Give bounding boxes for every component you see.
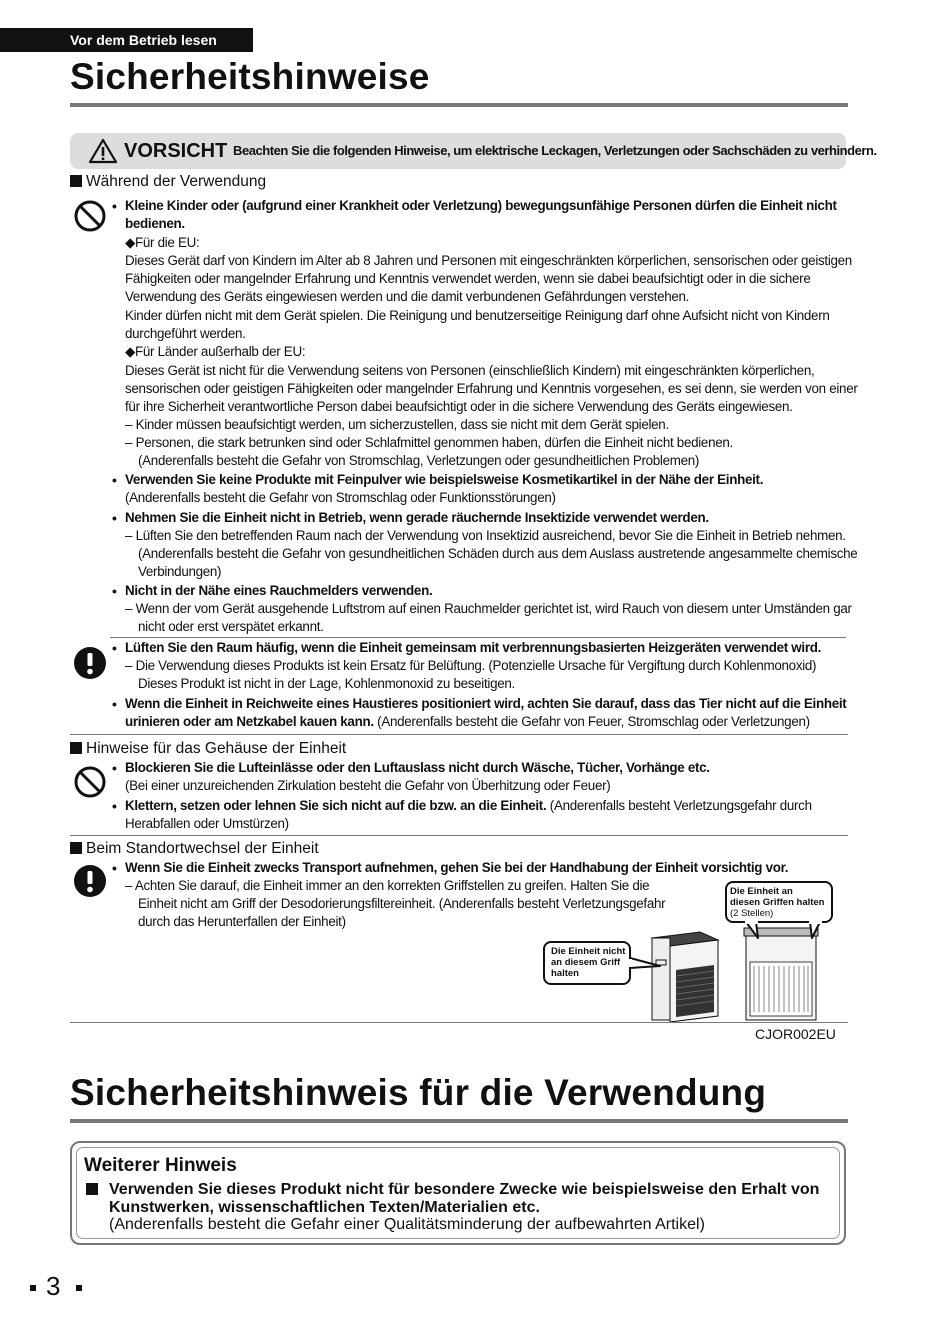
document-code: CJOR002EU [755, 1026, 836, 1042]
bullet: • [112, 760, 117, 776]
section2-title: Sicherheitshinweis für die Verwendung [70, 1072, 767, 1113]
use-bullet-2: Verwenden Sie keine Produkte mit Feinpulver wie beispielsweise Kosmetikartikel in der Nähe der Einheit. [125, 472, 764, 487]
relocation-dash-2: Einheit nicht am Griff der Desodorierungsfiltereinheit. (Anderenfalls besteht Verletzungsgefahr [138, 896, 666, 911]
purifier-correct-handles [744, 928, 818, 1020]
bullet: • [112, 696, 117, 712]
dash-item-1: – Kinder müssen beaufsichtigt werden, um sicherzustellen, dass sie nicht mit dem Gerät spielen. [125, 417, 669, 432]
eu-text-5: durchgeführt werden. [125, 326, 246, 341]
use-bullet-6-cont: urinieren oder am Netzkabel kauen kann. (Anderenfalls besteht die Gefahr von Feuer, Stromschlag oder Verletzungen) [125, 714, 810, 729]
section-divider [70, 734, 848, 735]
bullet: • [112, 640, 117, 656]
chapter-tag: Vor dem Betrieb lesen [0, 28, 253, 52]
title-rule [70, 103, 848, 107]
eu-text-3: Verwendung des Geräts eingewiesen werden und die damit verbundenen Gefährdungen verstehen. [125, 289, 690, 304]
noneu-text-2: sensorischen oder geistigen Fähigkeiten oder mangelnder Erfahrung und Kenntnis vorgesehen, es sei denn, sie werden von einer [125, 381, 858, 396]
relocation-bullet-1: Wenn Sie die Einheit zwecks Transport aufnehmen, gehen Sie bei der Handhabung der Einheit vorsichtig vor. [125, 860, 789, 875]
housing-bullet-1-note: (Bei einer unzureichenden Zirkulation besteht die Gefahr von Überhitzung oder Feuer) [125, 778, 611, 793]
relocation-dash-3: durch das Herunterfallen der Einheit) [138, 914, 346, 929]
eu-text-4: Kinder dürfen nicht mit dem Gerät spielen. Die Reinigung und benutzerseitige Reinigung darf ohne Aufsicht nicht von Kindern [125, 308, 830, 323]
use-bullet-5-dash: – Die Verwendung dieses Produkts ist kein Ersatz für Belüftung. (Potenzielle Ursache für Vergiftung durch Kohlenmonoxid) [125, 658, 817, 673]
square-bullet-icon [70, 842, 82, 854]
page-number: 3 [46, 1271, 61, 1301]
bullet: • [112, 860, 117, 876]
note-line-3: (Anderenfalls besteht die Gefahr einer Qualitätsminderung der aufbewahrten Artikel) [109, 1216, 705, 1233]
caution-text: Beachten Sie die folgenden Hinweise, um elektrische Leckagen, Verletzungen oder Sachschäden zu verhindern. [233, 143, 877, 158]
page-title: Sicherheitshinweise [70, 56, 430, 97]
section2-rule [70, 1119, 848, 1123]
page-marker-right [76, 1285, 82, 1291]
bullet: • [112, 798, 117, 814]
section-heading-relocation: Beim Standortwechsel der Einheit [70, 840, 319, 858]
dash-item-2: – Personen, die stark betrunken sind oder Schlafmittel genommen haben, dürfen die Einheit nicht bedienen. [125, 435, 733, 450]
use-bullet-3-dash-cont-2: Verbindungen) [138, 564, 222, 579]
bullet: • [112, 510, 117, 526]
prohibition-icon [73, 765, 107, 799]
purifier-wrong-handle [652, 932, 718, 1022]
housing-bullet-2: Klettern, setzen oder lehnen Sie sich nicht auf die bzw. an die Einheit. (Anderenfalls besteht Verletzungsgefahr durch [125, 798, 812, 813]
mandatory-icon [73, 864, 107, 898]
warning-triangle-icon [88, 138, 118, 164]
eu-heading: ◆Für die EU: [125, 235, 200, 250]
page-marker-left [30, 1285, 36, 1291]
callout-wrong-handle: Die Einheit nicht an diesem Griff halten [551, 946, 626, 979]
section-end-rule [70, 1022, 848, 1023]
square-bullet-icon [86, 1183, 98, 1195]
bullet: • [112, 583, 117, 599]
section-heading-use: Während der Verwendung [70, 173, 266, 191]
note-line-2: Kunstwerken, wissenschaftlichen Texten/Materialien etc. [109, 1199, 540, 1216]
callout-correct-handles: Die Einheit an diesen Griffen halten (2 Stellen) [730, 886, 825, 919]
square-bullet-icon [70, 175, 82, 187]
bullet: • [112, 472, 117, 488]
use-bullet-5-dash-cont: Dieses Produkt ist nicht in der Lage, Kohlenmonoxid zu beseitigen. [138, 676, 515, 691]
use-bullet-3-dash-cont: (Anderenfalls besteht die Gefahr von gesundheitlichen Schäden durch aus dem Auslass austretende angesammelte chemische [138, 546, 858, 561]
dash-item-2-cont: (Anderenfalls besteht die Gefahr von Stromschlag, Verletzungen oder gesundheitlichen Problemen) [138, 453, 700, 468]
housing-bullet-1: Blockieren Sie die Lufteinlässe oder den Luftauslass nicht durch Wäsche, Tücher, Vorhänge etc. [125, 760, 710, 775]
bullet: • [112, 198, 117, 214]
use-bullet-4-dash: – Wenn der vom Gerät ausgehende Luftstrom auf einen Rauchmelder gerichtet ist, wird Rauch von diesem unter Umständen gar [125, 601, 852, 616]
use-bullet-6: Wenn die Einheit in Reichweite eines Haustieres positioniert wird, achten Sie darauf, dass das Tier nicht auf die Einheit [125, 696, 847, 711]
divider [110, 637, 846, 638]
use-bullet-3-dash: – Lüften Sie den betreffenden Raum nach der Verwendung von Insektizid ausreichend, bevor Sie die Einheit in Betrieb nehmen. [125, 528, 846, 543]
noneu-text-1: Dieses Gerät ist nicht für die Verwendung seitens von Personen (einschließlich Kindern) mit eingeschränkten körperlichen, [125, 363, 815, 378]
eu-text-2: Fähigkeiten oder mangelnder Erfahrung und Kenntnis verwendet werden, wenn sie dabei beaufsichtigt oder in die sichere [125, 271, 811, 286]
use-bullet-4-dash-cont: nicht oder erst verspätet erkannt. [138, 619, 324, 634]
use-bullet-2-note: (Anderenfalls besteht die Gefahr von Stromschlag oder Funktionsstörungen) [125, 490, 556, 505]
mandatory-icon [73, 646, 107, 680]
note-line-1: Verwenden Sie dieses Produkt nicht für besondere Zwecke wie beispielsweise den Erhalt von [109, 1181, 820, 1198]
further-note-box [70, 1141, 846, 1245]
square-bullet-icon [70, 742, 82, 754]
use-bullet-1-cont: bedienen. [125, 216, 185, 231]
note-title: Weiterer Hinweis [84, 1155, 237, 1176]
use-bullet-1: Kleine Kinder oder (aufgrund einer Krankheit oder Verletzung) bewegungsunfähige Personen dürfen die Einheit nicht [125, 198, 837, 213]
section-divider [70, 835, 848, 836]
use-bullet-3: Nehmen Sie die Einheit nicht in Betrieb, wenn gerade räuchernde Insektizide verwendet werden. [125, 510, 709, 525]
housing-bullet-2-cont: Herabfallen oder Umstürzen) [125, 816, 289, 831]
use-bullet-5: Lüften Sie den Raum häufig, wenn die Einheit gemeinsam mit verbrennungsbasierten Heizgeräten verwendet wird. [125, 640, 822, 655]
eu-text-1: Dieses Gerät darf von Kindern im Alter ab 8 Jahren und Personen mit eingeschränkten körperlichen, sensorischen oder geistigen [125, 253, 852, 268]
caution-word: VORSICHT [124, 140, 228, 162]
use-bullet-4: Nicht in der Nähe eines Rauchmelders verwenden. [125, 583, 433, 598]
relocation-dash-1: – Achten Sie darauf, die Einheit immer an den korrekten Griffstellen zu greifen. Halten Sie die [125, 878, 650, 893]
prohibition-icon [73, 199, 107, 233]
noneu-heading: ◆Für Länder außerhalb der EU: [125, 344, 306, 359]
caution-bar [70, 133, 877, 169]
noneu-text-3: für ihre Sicherheit verantwortliche Person dabei beaufsichtigt oder in die sichere Verwendung des Geräts eingewiesen. [125, 399, 793, 414]
section-heading-housing: Hinweise für das Gehäuse der Einheit [70, 740, 346, 758]
